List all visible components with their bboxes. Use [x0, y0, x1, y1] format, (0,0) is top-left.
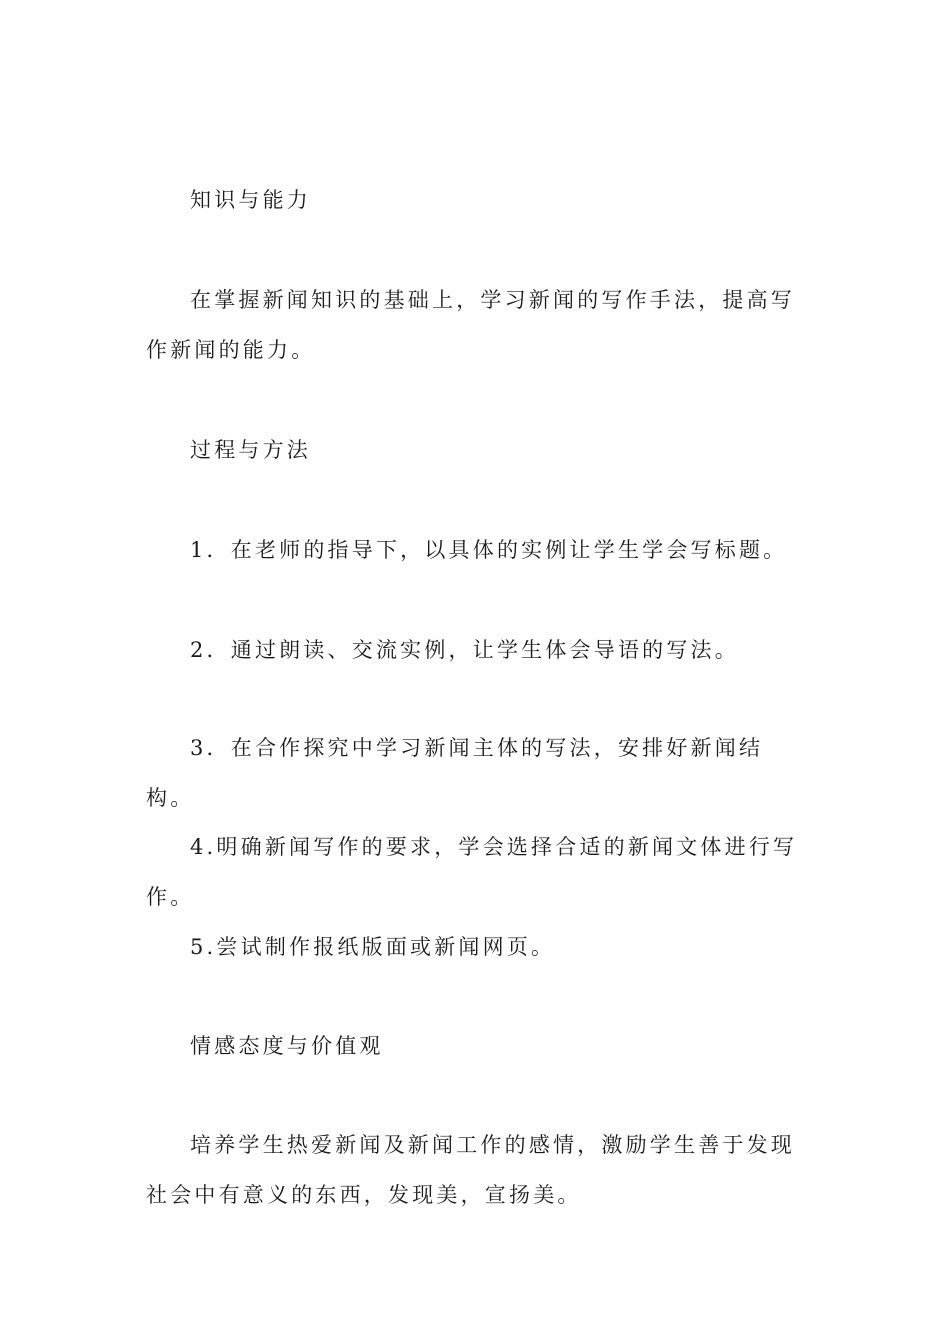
- list-item-2: 2．通过朗读、交流实例，让学生体会导语的写法。: [190, 638, 739, 662]
- paragraph-emotion-values: 培养学生热爱新闻及新闻工作的感情，激励学生善于发现社会中有意义的东西，发现美，宣扬美。: [146, 1133, 795, 1207]
- list-item-3: 3．在合作探究中学习新闻主体的写法，安排好新闻结构。: [146, 736, 764, 810]
- list-item-4: 4.明确新闻写作的要求，学会选择合适的新闻文体进行写作。: [146, 835, 798, 909]
- paragraph-knowledge-ability: 在掌握新闻知识的基础上，学习新闻的写作手法，提高写作新闻的能力。: [146, 288, 795, 362]
- section-heading-process-method: 过程与方法: [190, 438, 311, 462]
- section-heading-knowledge-ability: 知识与能力: [190, 188, 311, 212]
- list-item-5: 5.尝试制作报纸版面或新闻网页。: [190, 935, 556, 959]
- list-item-1: 1．在老师的指导下，以具体的实例让学生学会写标题。: [190, 538, 788, 562]
- section-heading-emotion-values: 情感态度与价值观: [190, 1034, 384, 1058]
